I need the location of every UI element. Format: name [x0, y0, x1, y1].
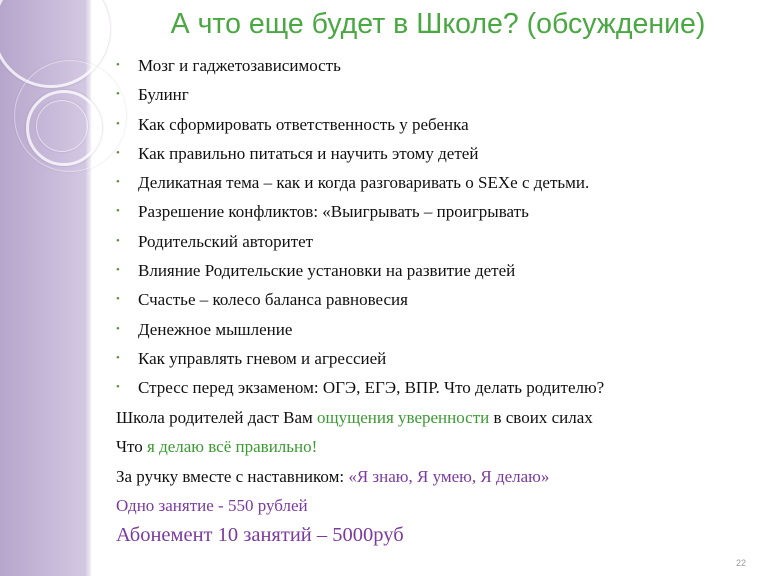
list-item-text: Влияние Родительские установки на развитие детей — [138, 261, 516, 281]
bullet-icon: • — [116, 322, 120, 335]
list-item — [116, 373, 756, 402]
list-item — [116, 344, 756, 373]
list-item — [116, 285, 756, 314]
list-item — [116, 197, 756, 226]
bullet-icon: • — [116, 117, 120, 130]
bullet-icon: • — [116, 205, 120, 218]
list-item-text: Денежное мышление — [138, 319, 293, 339]
decorative-ring — [36, 100, 88, 152]
bullet-icon: • — [116, 146, 120, 159]
list-item-text: Мозг и гаджетозависимость — [138, 56, 341, 75]
bullet-icon: • — [116, 88, 120, 101]
bullet-icon: • — [116, 234, 120, 247]
list-item-text: Счастье – колесо баланса равновесия — [138, 290, 408, 310]
mentor-line — [116, 462, 756, 491]
list-item — [116, 139, 756, 168]
bullet-icon: • — [116, 264, 120, 277]
confidence-line-start: Школа родителей даст Вам — [116, 408, 318, 427]
list-item — [116, 168, 756, 197]
bullet-icon: • — [116, 293, 120, 306]
confidence-line — [116, 403, 756, 432]
bullet-icon: • — [116, 59, 120, 71]
list-item — [116, 110, 756, 139]
mentor-quote: «Я знаю, Я умею, Я делаю» — [348, 467, 550, 486]
bullet-icon: • — [116, 176, 120, 189]
subscription-price: Абонемент 10 занятий – 5000руб — [116, 524, 404, 546]
bullet-icon: • — [116, 381, 120, 394]
list-item — [116, 256, 756, 285]
list-item-text: Как правильно питаться и научить этому детей — [138, 143, 479, 163]
doing-right-highlight: я делаю всё правильно! — [147, 437, 318, 456]
confidence-line-end: в своих силах — [489, 408, 593, 427]
list-item-text: Разрешение конфликтов: «Выигрывать – проигрывать — [138, 202, 529, 222]
mentor-line-start: За ручку вместе с наставником: — [116, 467, 349, 486]
page-number: 22 — [735, 558, 746, 568]
list-item — [116, 227, 756, 256]
topic-list — [116, 51, 756, 403]
bullet-icon: • — [116, 351, 120, 364]
confidence-highlight: ощущения уверенности — [317, 408, 490, 427]
list-item-text: Стресс перед экзаменом: ОГЭ, ЕГЭ, ВПР. Что делать родителю? — [138, 378, 605, 398]
list-item-text: Деликатная тема – как и когда разговаривать о SEXе с детьми. — [138, 173, 590, 193]
list-item — [116, 80, 756, 109]
list-item — [116, 51, 756, 80]
single-session-price: Одно занятие - 550 рублей — [116, 496, 308, 515]
list-item-text: Родительский авторитет — [138, 231, 314, 251]
doing-right-line — [116, 432, 756, 461]
slide-title: А что еще будет в Школе? (обсуждение) — [170, 8, 706, 40]
list-item — [116, 315, 756, 344]
list-item-text: Булинг — [138, 85, 189, 105]
list-item-text: Как управлять гневом и агрессией — [138, 348, 387, 368]
doing-right-start: Что — [116, 437, 148, 456]
list-item-text: Как сформировать ответственность у ребенка — [138, 114, 469, 134]
